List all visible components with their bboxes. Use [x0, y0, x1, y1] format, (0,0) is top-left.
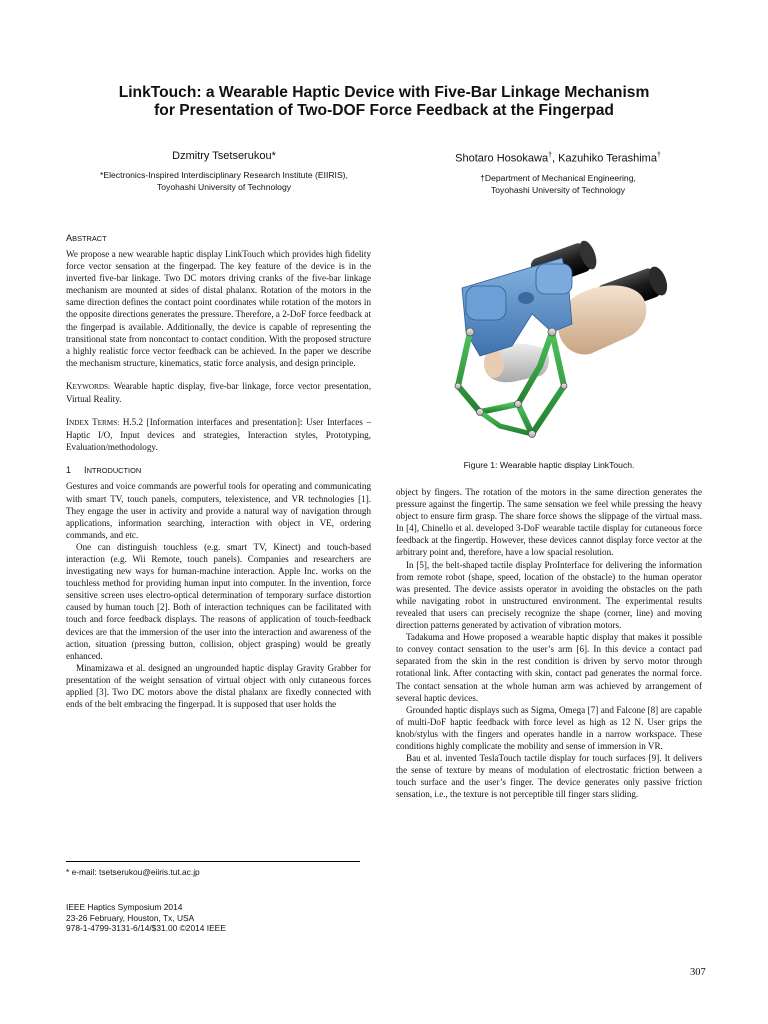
label-initial: I	[66, 417, 69, 428]
page-number: 307	[690, 967, 706, 978]
author-affiliation	[66, 169, 382, 193]
right-column	[396, 486, 702, 800]
affiliation-line: Toyohashi University of Technology	[156, 182, 292, 192]
paper-title	[40, 84, 728, 120]
left-column	[66, 232, 371, 710]
figure-linktouch-device	[440, 236, 676, 444]
footnote-rule	[66, 861, 360, 862]
author-name: Kazuhiko Terashima	[558, 152, 657, 165]
author-name: Shotaro Hosokawa	[455, 152, 549, 165]
abstract-heading	[66, 232, 371, 245]
conference-name: IEEE Haptics Symposium 2014	[66, 902, 183, 912]
title-line-2: for Presentation of Two-DOF Force Feedback at the Fingerpad	[154, 102, 614, 119]
figure-caption: Figure 1: Wearable haptic display LinkTouch.	[463, 460, 635, 470]
copyright-line: 978-1-4799-3131-6/14/$31.00 ©2014 IEEE	[66, 923, 226, 934]
author-block-right	[400, 149, 716, 196]
index-terms-text: H.5.2 [Information interfaces and presentation]: User Interfaces – Haptic I/O, Input devices and strategies, Interaction styles, Prototyping, Evaluation/methodology.	[66, 417, 371, 453]
keywords-label	[66, 381, 110, 391]
affiliation-line: *Electronics-Inspired Interdisciplinary Research Institute (EIIRIS),	[100, 170, 348, 180]
author-affiliation	[400, 172, 716, 196]
intro-paragraph-2: One can distinguish touchless (e.g. smart TV, Kinect) and touch-based interaction (e.g. Wii Remote, touch panels). Companies and researchers are investigating new ways for human-machine interaction. Apple Inc. works on the touchless method for providing human input into computer. In the invention, force sensitive screen uses electro-optical determination of temporary surface distortion caused by human touch [2]. Both of interaction techniques can be facilitated with touch and force feedback displays. The reasons of application of touch-feedback devices are that the immersion of the user into the interaction and awareness of the action, situation (pressing button, collision, object grasping) would be greatly enhanced.	[66, 541, 371, 661]
label-rest: EYWORDS:	[72, 382, 111, 391]
intro-paragraph-1: Gestures and voice commands are powerful tools for operating and communicating with smart TV, touch panels, computers, telexistence, and VR technologies [1]. They engage the user in activity and provide a natural way of navigation through applications, information searching, interaction with object in VE, ordering commands, and etc.	[66, 481, 371, 540]
index-terms-label	[66, 417, 119, 427]
abstract-text: We propose a new wearable haptic display LinkTouch which provides high fidelity force vector sensation at the fingerpad. The key feature of the device is in the inverted five-bar linkage. Two DC motors driving cranks of the five-bar linkage mechanism are mounted at sides of distal phalanx. Rotation of the motors in the same direction defines the contact point coordinates while rotation of the motors in the opposite directions generates the pressure. Therefore, a 2-DoF force feedback at the fingerpad is available. Additionally, the device is capable of representing the transitional state from noncontact to contact condition. With the proposed structure a highly realistic force vector feedback can be achieved. In the paper we describe the mechanism structure, kinematics, static force analysis, and design principle.	[66, 249, 371, 368]
label-rest: NDEX	[69, 419, 93, 428]
affiliation-line: †Department of Mechanical Engineering,	[480, 172, 636, 183]
right-paragraph-2: In [5], the belt-shaped tactile display ProInterface for delivering the information from remote robot (shape, speed, location of the obstacle) to the human operator was presented. The device assists operator in avoiding the obstacles on the path while navigating robot in unstructured environment. The experimental results revealed that users can precisely recognize the shape (corner, line) and moving direction patterns generated by activation of vibration motors.	[396, 559, 702, 631]
affiliation-line: Toyohashi University of Technology	[490, 184, 626, 195]
heading-initial: I	[84, 465, 87, 476]
affiliation-mark: †	[656, 152, 661, 159]
index-terms	[66, 416, 371, 453]
intro-paragraph-3: Minamizawa et al. designed an ungrounded haptic display Gravity Grabber for presentation of the weight sensation of virtual object with only cutaneous forces applied [3]. Two DC motors above the distal phalanx are fixedly connected with ends of the belt embracing the fingerpad. It is supposed that user holds the	[66, 662, 371, 710]
right-paragraph-3: Tadakuma and Howe proposed a wearable haptic display that makes it possible to convey contact sensation to the user’s arm [6]. In this device a contact pad separated from the skin in the rest condition is driven by servo motor through rotational link. After contacting with skin, contact pad generates the normal force. The contact sensation at the whole human arm was achieved by arrangement of several haptic devices.	[396, 632, 702, 703]
title-line-1: LinkTouch: a Wearable Haptic Device with Five-Bar Linkage Mechanism	[118, 84, 650, 101]
section-heading-introduction	[66, 464, 371, 477]
right-paragraph-4: Grounded haptic displays such as Sigma, Omega [7] and Falcone [8] are capable of multi-DoF haptic feedback with force level as high as 12 N. User grips the knob/stylus with the fingers and operates handle in a narrow workspace. These conditions highly complicate the mobility and sense of immersion in VR.	[396, 704, 702, 751]
author-separator: ,	[551, 152, 559, 165]
heading-rest: BSTRACT	[72, 234, 107, 243]
heading-initial: A	[66, 233, 73, 243]
author-names	[400, 149, 716, 166]
conference-info	[66, 902, 226, 934]
author-block-left	[66, 149, 382, 193]
affiliation-mark: †	[548, 152, 552, 159]
label-rest: ERMS:	[97, 419, 120, 428]
keywords	[66, 380, 371, 405]
heading-rest: NTRODUCTION	[86, 466, 142, 476]
keywords-text: Wearable haptic display, five-bar linkage, force vector presentation, Virtual Reality.	[66, 380, 371, 405]
footnote-email: * e-mail: tsetserukou@eiiris.tut.ac.jp	[66, 867, 200, 877]
right-paragraph-1: object by fingers. The rotation of the motors in the same direction generates the pressure against the fingertip. The same sensation we feel while pressing the heavy object to ensure firm grasp. The share force shows the slippage of the virtual mass. In [4], Chinello et al. developed 3-DoF wearable tactile display for cutaneous force feedback at the fingertip. However, these devices cannot display force vector at the arbitrary point and, therefore, have a low spacial resolution.	[396, 487, 702, 558]
section-number: 1	[66, 465, 72, 476]
conference-date-location: 23-26 February, Houston, Tx, USA	[66, 912, 195, 923]
label-initial: K	[66, 380, 73, 391]
right-paragraph-5: Bau et al. invented TeslaTouch tactile display for touch surfaces [9]. It delivers the sense of texture by means of modulation of electrostatic friction between a touch surface and the user’s finger. The device generates only passive friction sensation, i.e., the texture is not perceptible till finger stars sliding.	[396, 753, 702, 800]
author-name: Dzmitry Tsetserukou*	[172, 150, 276, 162]
label-initial: T	[92, 417, 98, 428]
